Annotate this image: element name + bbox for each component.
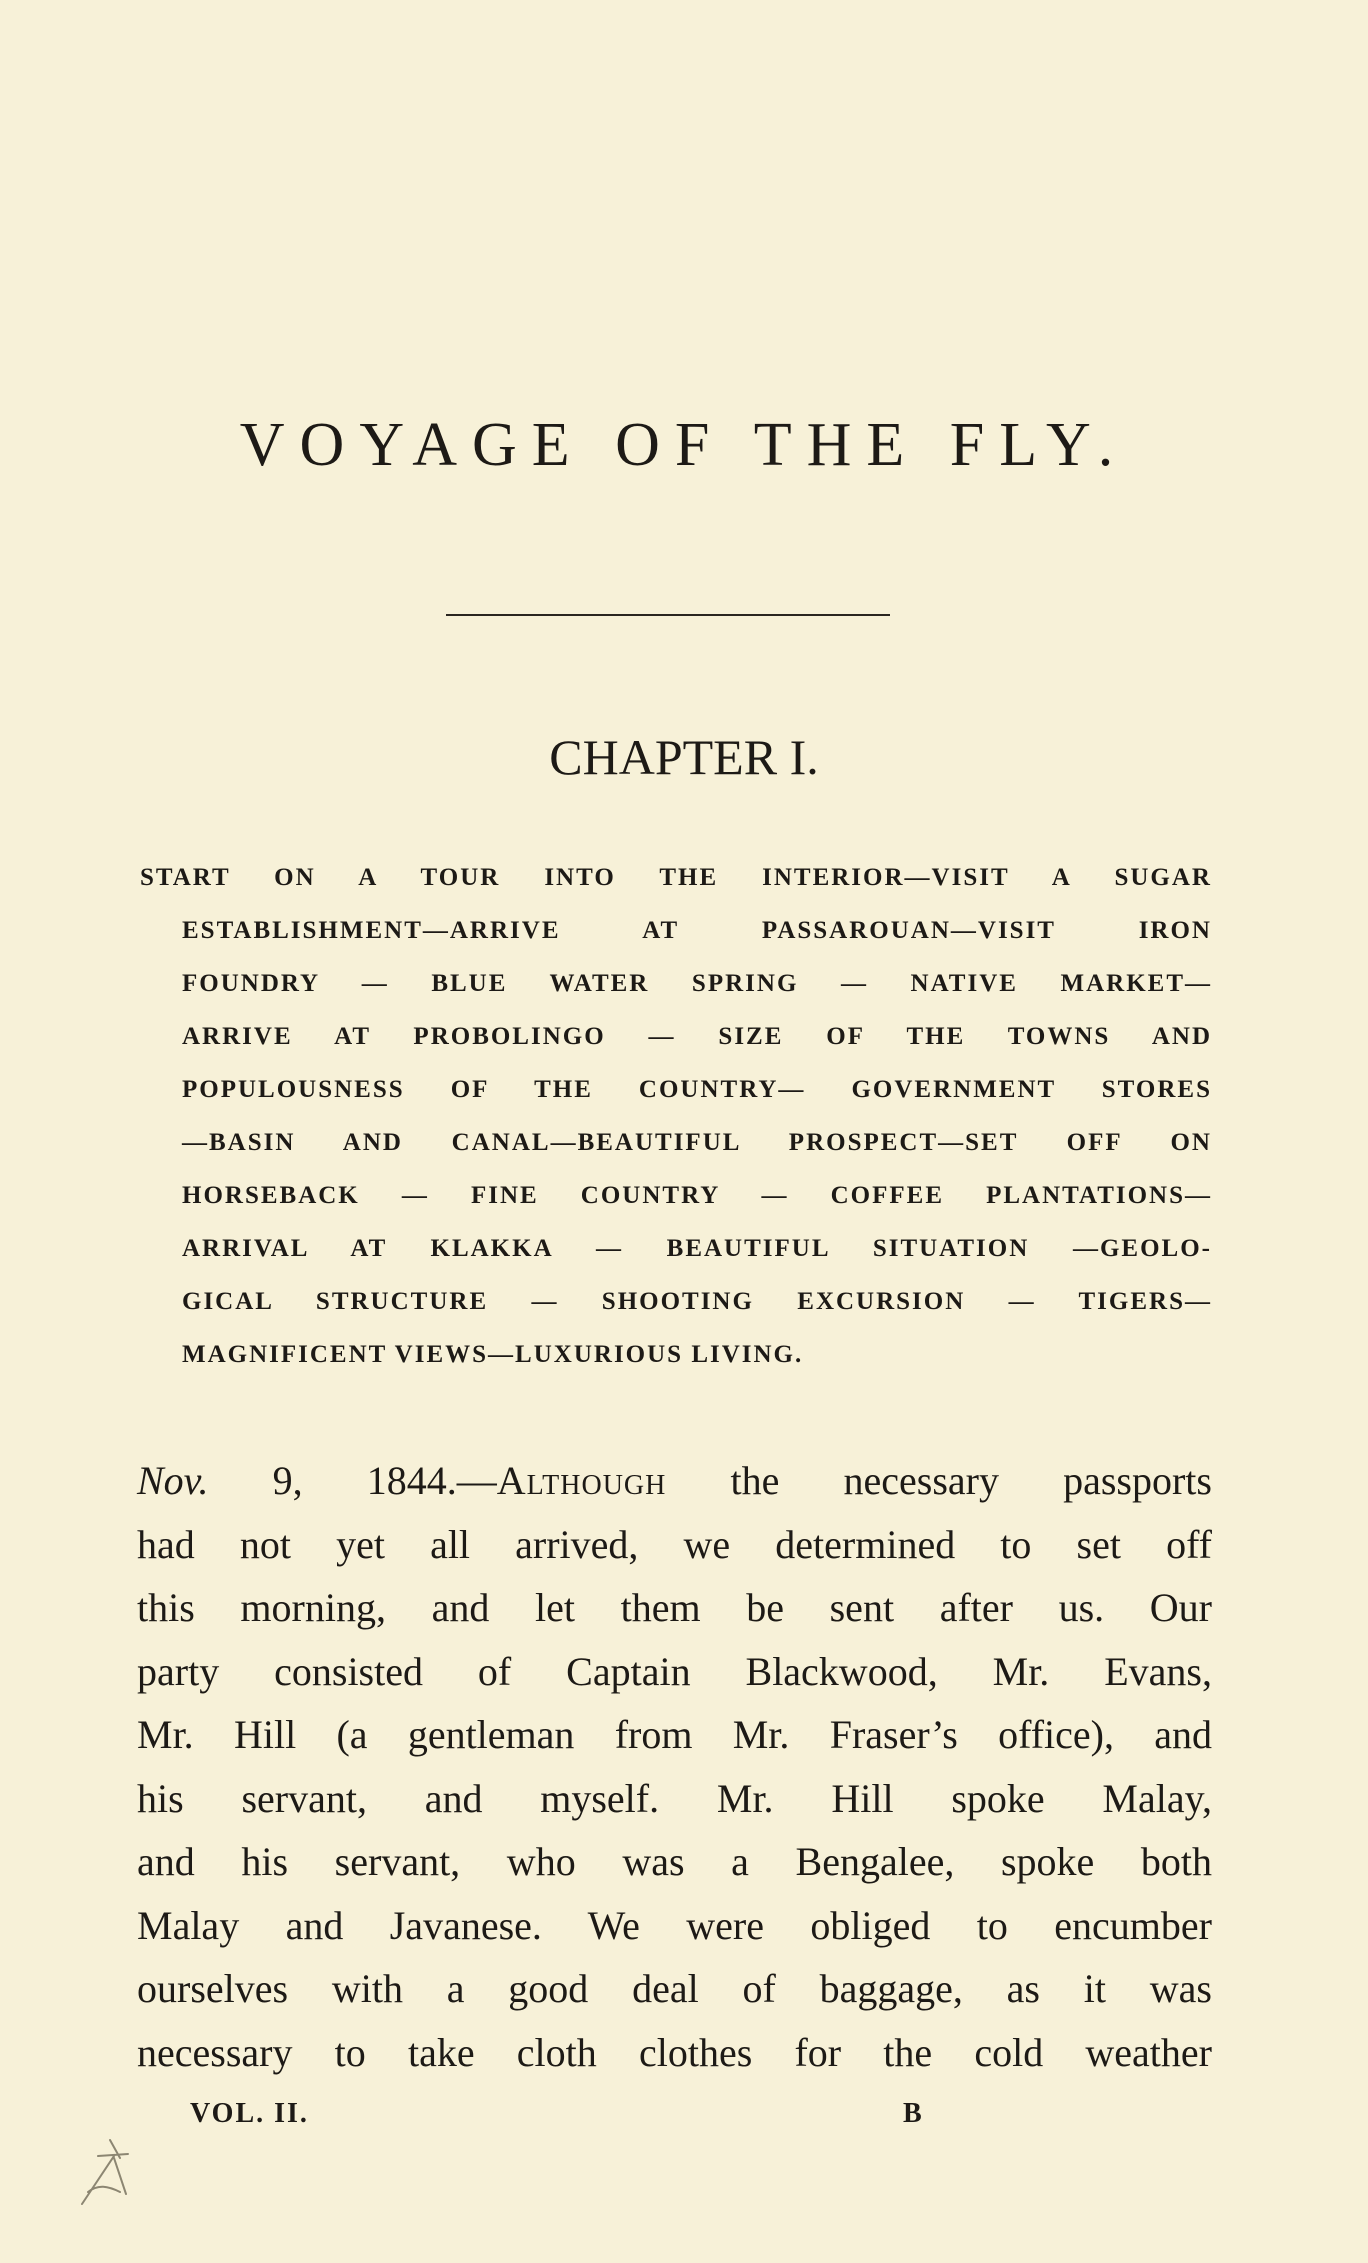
synopsis-line: GICAL STRUCTURE — SHOOTING EXCURSION — TIGERS— (182, 1288, 1212, 1315)
entry-date-day-year: 9, 1844.— (208, 1458, 497, 1503)
body-line: had not yet all arrived, we determined to set off (137, 1521, 1212, 1567)
synopsis-line: MAGNIFICENT VIEWS—LUXURIOUS LIVING. (182, 1341, 804, 1368)
body-line-first-rest: the necessary passports (666, 1458, 1212, 1503)
title-divider (446, 614, 890, 616)
synopsis-line: POPULOUSNESS OF THE COUNTRY— GOVERNMENT STORES (182, 1076, 1212, 1103)
body-line-first (137, 1452, 1212, 1516)
body-line: necessary to take cloth clothes for the cold weather (137, 2029, 1212, 2075)
volume-label: VOL. II. (190, 2098, 309, 2129)
synopsis-line: ESTABLISHMENT—ARRIVE AT PASSAROUAN—VISIT IRON (182, 917, 1212, 944)
body-line: ourselves with a good deal of baggage, as it was (137, 1966, 1212, 2011)
body-line: this morning, and let them be sent after us. Our (137, 1585, 1212, 1630)
entry-date-month: Nov. (137, 1458, 209, 1503)
body-line: party consisted of Captain Blackwood, Mr. Evans, (137, 1648, 1212, 1694)
opening-word: Although (496, 1458, 667, 1503)
body-line: Malay and Javanese. We were obliged to encumber (137, 1902, 1212, 1948)
pencil-mark-icon (68, 2134, 138, 2214)
synopsis-line: HORSEBACK — FINE COUNTRY — COFFEE PLANTATIONS— (182, 1182, 1212, 1209)
chapter-synopsis (140, 860, 1212, 1390)
synopsis-line: ARRIVAL AT KLAKKA — BEAUTIFUL SITUATION —GEOLO- (182, 1235, 1212, 1262)
body-line: and his servant, who was a Bengalee, spoke both (137, 1839, 1212, 1884)
signature-mark: B (903, 2098, 924, 2129)
synopsis-line: —BASIN AND CANAL—BEAUTIFUL PROSPECT—SET OFF ON (182, 1129, 1212, 1156)
synopsis-line: ARRIVE AT PROBOLINGO — SIZE OF THE TOWNS AND (182, 1023, 1212, 1050)
body-line: his servant, and myself. Mr. Hill spoke Malay, (137, 1775, 1212, 1821)
chapter-heading: CHAPTER I. (549, 729, 819, 785)
synopsis-line: START ON A TOUR INTO THE INTERIOR—VISIT A SUGAR (140, 864, 1212, 891)
synopsis-line: FOUNDRY — BLUE WATER SPRING — NATIVE MARKET— (182, 970, 1212, 997)
body-line: Mr. Hill (a gentleman from Mr. Fraser’s office), and (137, 1712, 1212, 1757)
book-title: VOYAGE OF THE FLY. (239, 411, 1129, 479)
body-paragraph (137, 1452, 1212, 2087)
